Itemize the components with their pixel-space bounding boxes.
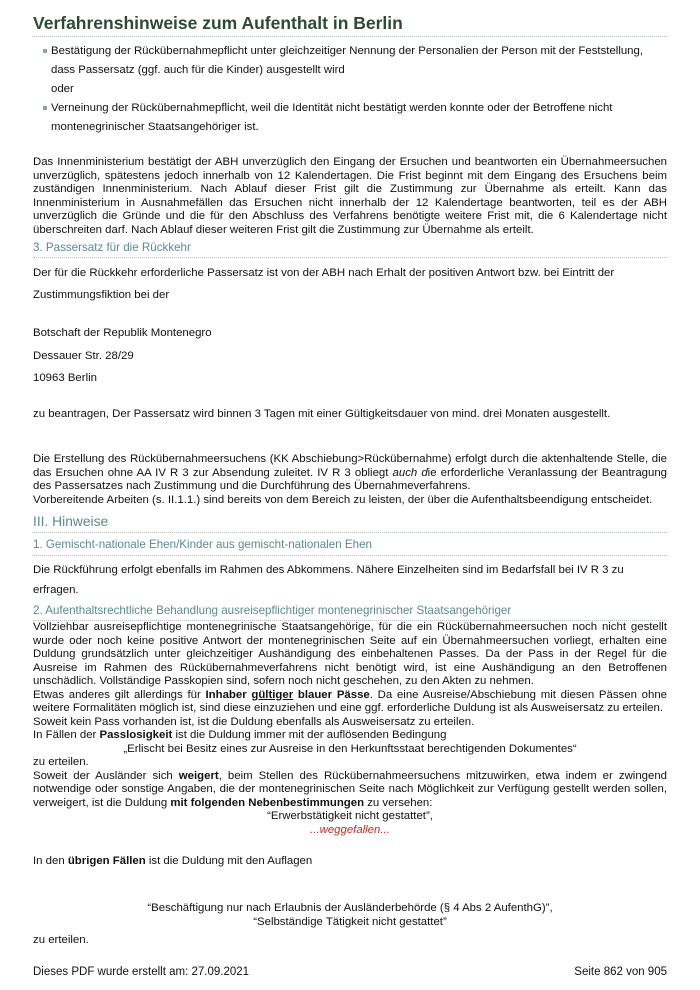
section-rule [33,555,667,556]
paragraph: Der für die Rückkehr erforderliche Passersatz ist von der ABH nach Erhalt der positiven Antwort bzw. bei Eintritt der Zustimmungsfiktion bei der [33,267,615,301]
paragraph: Die Rückführung erfolgt ebenfalls im Rahmen des Abkommens. Nähere Einzelheiten sind im Bedarfsfall bei IV R 3 zu erfragen. [33,564,624,596]
paragraph: zu erteilen. [33,756,89,768]
paragraph: In den übrigen Fällen ist die Duldung mit den Auflagen [33,855,313,867]
section-rule [33,532,667,533]
section-heading: 1. Gemischt-nationale Ehen/Kinder aus gemischt-nationalen Ehen [33,538,372,551]
quoted-condition: „Erlischt bei Besitz eines zur Ausreise in den Herkunftsstaat berechtigenden Dokumentes“ [123,742,577,755]
page-number: Seite 862 von 905 [574,966,667,978]
section-body [33,621,667,837]
list-connector-text: oder [51,83,74,95]
quoted-condition: “Beschäftigung nur nach Erlaubnis der Ausländerbehörde (§ 4 Abs 2 AufenthG)”, [147,902,553,914]
page-footer [33,966,667,978]
section-heading: 2. Aufenthaltsrechtliche Behandlung ausreisepflichtiger montenegrinischer Staatsangehöriger [33,604,512,617]
quoted-condition: “Erwerbstätigkeit nicht gestattet”, [267,810,433,822]
paragraph: Vollziehbar ausreisepflichtige montenegrinische Staatsangehörige, für die ein Rückübernahmeersuchen noch nicht gestellt wurde oder noch keine positive Antwort der montenegrinischen Seite auf ein Übernahmeersuchen vorliegt, erhalten eine Duldung grundsätzlich unter gleichzeitiger Aushändigung des einbehaltenen Passes. Da der Pass in der Regel für die Ausreise im Rahmen des Rückübernahmeverfahrens nicht benötigt wird, ist eine Aushändigung an den Betroffenen unschädlich. Vollständige Passkopien sind, sofern noch nicht geschehen, zu den Akten zu nehmen. [33,621,667,687]
list-item-text: Verneinung der Rückübernahmepflicht, weil die Identität nicht bestätigt werden konnte oder der Betroffene nicht [51,102,613,114]
paragraph: Vorbereitende Arbeiten (s. II.1.1.) sind bereits von dem Bereich zu leisten, der über die Aufenthaltsbeendigung entscheidet. [33,494,653,506]
removed-note: ...weggefallen... [310,823,390,836]
part-heading: III. Hinweise [33,514,109,529]
emphasis: weigert [178,769,219,782]
paragraph: zu beantragen, Der Passersatz wird binnen 3 Tagen mit einer Gültigkeitsdauer von mind. drei Monaten ausgestellt. [33,408,611,420]
section-rule [33,257,667,258]
quoted-condition: “Selbständige Tätigkeit nicht gestattet” [253,916,447,928]
address-city: 10963 Berlin [33,372,97,384]
embassy-address [33,322,667,390]
emphasis: mit folgenden Nebenbestimmungen [170,796,365,809]
emphasis: Inhaber gültiger blauer Pässe [205,688,370,701]
creation-date: Dieses PDF wurde erstellt am: 27.09.2021 [33,966,250,978]
quoted-conditions [33,901,667,929]
address-name: Botschaft der Republik Montenegro [33,327,212,339]
title-rule [33,36,667,37]
emphasis: auch d [392,466,428,479]
paragraph: Soweit der Ausländer sich weigert, beim Stellen des Rückübernahmeersuchens mitzuwirken, etwa indem er zwingend notwendige oder sonstige Angaben, die der montenegrinischen Seite nach Möglichkeit zur Verfügung gestellt werden sollen, verweigert, ist die Duldung mit folgenden Nebenbestimmungen zu versehen: [33,769,667,809]
section-heading: 3. Passersatz für die Rückkehr [33,241,191,254]
bullet-square-icon [43,49,47,53]
response-options-list [33,42,667,137]
list-item-text: montenegrinischer Staatsangehöriger ist. [51,121,259,133]
paragraph: In Fällen der Passlosigkeit ist die Duldung immer mit der auflösenden Bedingung [33,729,447,741]
emphasis: übrigen Fällen [67,855,146,867]
list-item-text: dass Passersatz (ggf. auch für die Kinder) ausgestellt wird [51,64,345,76]
paragraph: Etwas anderes gilt allerdings für Inhaber gültiger blauer Pässe. Da eine Ausreise/Abschiebung mit diesen Pässen ohne weitere Formalitäten möglich ist, sind diese einzuziehen und eine ggf. erforderliche Duldung ist als Ausweisersatz zu erteilen. [33,688,668,714]
list-item [33,42,667,61]
page-title: Verfahrenshinweise zum Aufenthalt in Berlin [33,13,403,33]
paragraph: Das Innenministerium bestätigt der ABH unverzüglich den Eingang der Ersuchen und beantworten ein Übernahmeersuchen unverzüglich, spätestens jedoch innerhalb von 12 Kalendertagen. Die Frist beginnt mit dem Eingang des Ersuchens beim zuständigen Innenministerium. Nach Ablauf dieser Frist gilt die Zustimmung zur Übernahme als erteilt. Kann das Innenministerium in Ausnahmefällen das Ersuchen nicht innerhalb der 12 Kalendertage beantworten, teil es der ABH unverzüglich die Gründe und die für den Abschluss des Verfahrens benötigte weitere Frist mit, die 6 Kalendertage nicht überschreiten darf. Nach Ablauf dieser weiteren Frist gilt die Zustimmung zur Übernahme als erteilt. [33,156,667,236]
address-street: Dessauer Str. 28/29 [33,349,134,362]
list-item [33,99,667,118]
emphasis: Passlosigkeit [99,729,173,741]
paragraph: Die Erstellung des Rückübernahmeersuchens (KK Abschiebung>Rückübernahme) erfolgt durch die aktenhaltende Stelle, die das Ersuchen ohne AA IV R 3 zur Absendung zuleitet. IV R 3 obliegt auch die erforderliche Veranlassung der Beantragung des Passersatzes nach Zustimmung und die Durchführung des Übernahmeverfahrens. [33,453,667,492]
bullet-square-icon [43,106,47,110]
list-item-text: Bestätigung der Rückübernahmepflicht unter gleichzeitiger Nennung der Personalien der Person mit der Feststellung, [51,45,644,57]
paragraph: zu erteilen. [33,934,89,946]
paragraph: Soweit kein Pass vorhanden ist, ist die Duldung ebenfalls als Ausweisersatz zu erteilen. [33,715,475,728]
